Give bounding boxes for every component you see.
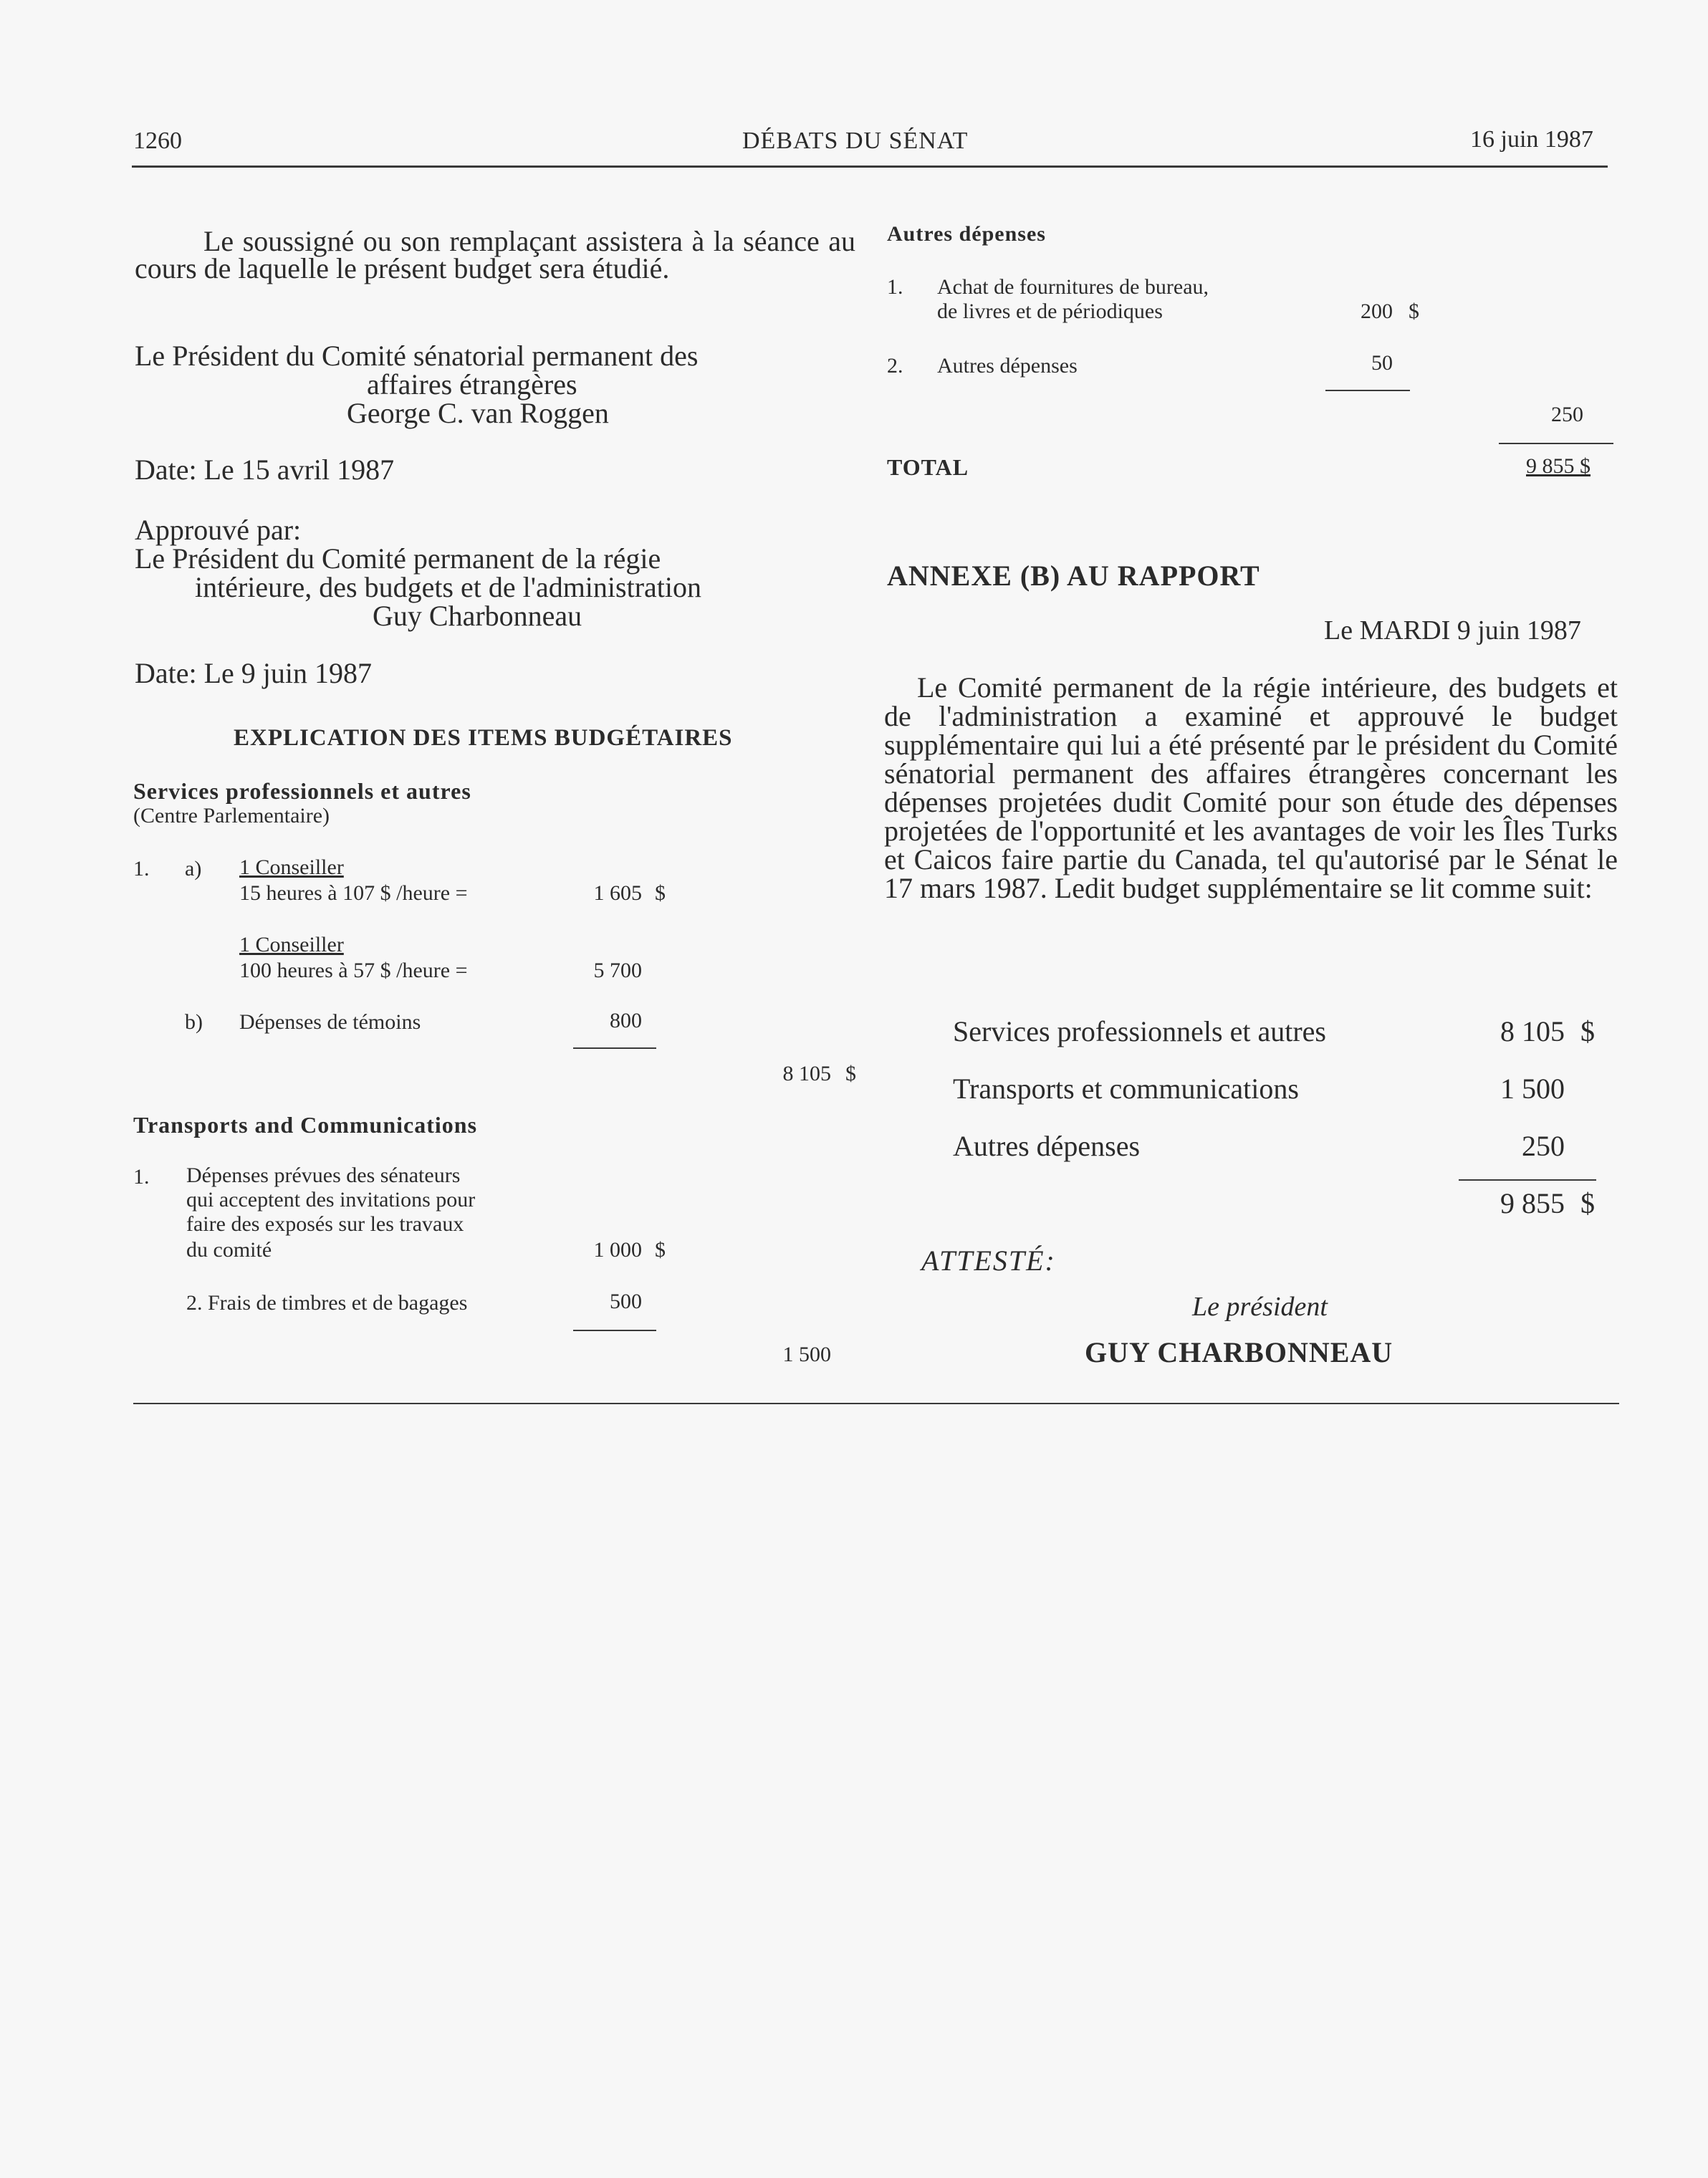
counsel2-detail: 100 heures à 57 $ /heure =	[239, 959, 468, 982]
transports-item1-amount: 1 000	[593, 1238, 642, 1262]
bottom-rule	[133, 1403, 1619, 1404]
summary-amount-3: 250	[1522, 1130, 1565, 1162]
summary-total-dollar: $	[1580, 1187, 1595, 1219]
witness-amount: 800	[610, 1009, 642, 1032]
counsel1-amount: 1 605	[593, 881, 642, 905]
transports-item2-amount: 500	[610, 1290, 642, 1313]
summary-total-rule	[1459, 1179, 1596, 1181]
transports-item1-line2: qui acceptent des invitations pour	[186, 1188, 476, 1212]
autres-item2-amount: 50	[1371, 351, 1393, 375]
annexe-date: Le MARDI 9 juin 1987	[1324, 615, 1581, 646]
explication-title: EXPLICATION DES ITEMS BUDGÉTAIRES	[234, 725, 733, 751]
autres-item2-num: 2.	[887, 354, 903, 378]
annexe-title: ANNEXE (B) AU RAPPORT	[887, 560, 1260, 592]
chair2-line1: Le Président du Comité permanent de la régie	[135, 542, 661, 575]
signer-name: GUY CHARBONNEAU	[1085, 1336, 1393, 1368]
intro-paragraph: Le soussigné ou son remplaçant assistera à la séance au cours de laquelle le présent budget sera étudié.	[135, 225, 855, 284]
autres-subtotal: 250	[1551, 403, 1583, 426]
date-1: Date: Le 15 avril 1987	[135, 454, 395, 486]
services-a-label: a)	[185, 857, 202, 881]
counsel1-detail: 15 heures à 107 $ /heure =	[239, 881, 468, 905]
summary-total: 9 855	[1500, 1187, 1565, 1219]
page-number: 1260	[133, 128, 182, 154]
services-sub: (Centre Parlementaire)	[133, 804, 330, 827]
header-rule	[132, 165, 1608, 168]
transports-sum-rule	[573, 1330, 656, 1331]
transports-item1-line3: faire des exposés sur les travaux	[186, 1212, 464, 1236]
counsel1-dollar: $	[655, 881, 666, 905]
grand-total-rule	[1499, 443, 1613, 444]
chair1-line1: Le Président du Comité sénatorial permanent des	[135, 340, 699, 372]
counsel1-title: 1 Conseiller	[239, 855, 344, 879]
atteste: ATTESTÉ:	[921, 1244, 1056, 1277]
annexe-paragraph: Le Comité permanent de la régie intérieure, des budgets et de l'administration a examiné et approuvé le budget supplémentaire qui lui a été présenté par le président du Comité sénatorial permanent des affaires étrangères concernant les dépenses projetées dudit Comité pour son étude des dépenses projetées de l'opportunité et les avantages de voir les Îles Turks et Caicos faire partie du Canada, tel qu'autorisé par le Sénat le 17 mars 1987. Ledit budget supplémentaire se lit comme suit:	[884, 671, 1618, 904]
autres-item2-text: Autres dépenses	[937, 354, 1078, 378]
chair1-name: George C. van Roggen	[347, 397, 609, 429]
summary-amount-2: 1 500	[1500, 1073, 1565, 1105]
summary-label-2: Transports et communications	[953, 1073, 1299, 1105]
services-heading: Services professionnels et autres	[133, 778, 471, 804]
summary-label-1: Services professionnels et autres	[953, 1015, 1326, 1047]
autres-item1-line1: Achat de fournitures de bureau,	[937, 275, 1209, 299]
witness-expenses: Dépenses de témoins	[239, 1010, 421, 1034]
transports-item2: 2. Frais de timbres et de bagages	[186, 1291, 468, 1315]
services-b-label: b)	[185, 1010, 203, 1034]
counsel2-title: 1 Conseiller	[239, 933, 344, 956]
services-sum-rule	[573, 1047, 656, 1049]
total-label: TOTAL	[887, 454, 969, 480]
chair2-name: Guy Charbonneau	[373, 600, 582, 632]
autres-heading: Autres dépenses	[887, 222, 1046, 246]
summary-amount-1: 8 105	[1500, 1015, 1565, 1047]
transports-total: 1 500	[782, 1343, 831, 1366]
services-total-dollar: $	[845, 1062, 856, 1085]
transports-item1-line1: Dépenses prévues des sénateurs	[186, 1164, 461, 1187]
total-value: 9 855 $	[1526, 454, 1591, 478]
journal-title: DÉBATS DU SÉNAT	[742, 128, 969, 154]
signer-title: Le président	[1192, 1292, 1328, 1322]
transports-heading: Transports and Communications	[133, 1112, 478, 1138]
autres-sum-rule	[1325, 390, 1410, 391]
autres-item1-num: 1.	[887, 275, 903, 299]
services-total: 8 105	[782, 1062, 831, 1085]
transports-item1-num: 1.	[133, 1165, 150, 1189]
issue-date: 16 juin 1987	[1470, 126, 1593, 153]
autres-item1-line2: de livres et de périodiques	[937, 299, 1163, 323]
approved-by: Approuvé par:	[135, 514, 302, 546]
services-item-num: 1.	[133, 857, 150, 881]
summary-label-3: Autres dépenses	[953, 1130, 1141, 1162]
summary-dollar-1: $	[1580, 1015, 1595, 1047]
chair2-line2: intérieure, des budgets et de l'administration	[195, 571, 702, 603]
autres-item1-dollar: $	[1409, 299, 1419, 323]
counsel2-amount: 5 700	[593, 959, 642, 982]
date-2: Date: Le 9 juin 1987	[135, 657, 373, 689]
transports-item1-dollar: $	[655, 1238, 666, 1262]
autres-item1-amount: 200	[1361, 299, 1393, 323]
transports-item1-line4: du comité	[186, 1238, 272, 1262]
chair1-line2: affaires étrangères	[367, 368, 577, 400]
